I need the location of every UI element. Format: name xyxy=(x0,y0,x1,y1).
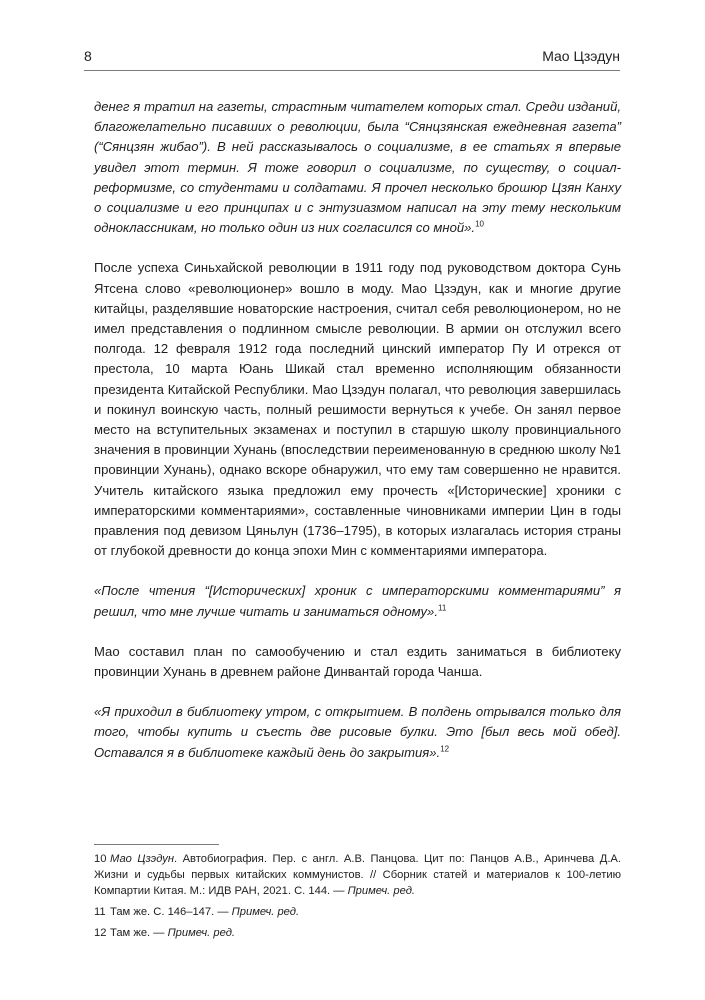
running-title: Мао Цзэдун xyxy=(542,48,620,64)
footnote-text: . Автобиография. Пер. с англ. А.В. Панцова. Цит по: Панцов А.В., Аринчева Д.А. Жизни и судьбы первых китайских коммунистов. // Сборник статей и материалов к 100-летию Компартии Китая. М.: ИДВ РАН, 2021. С. 144. — xyxy=(94,853,622,897)
footnote-editor-note: Примеч. ред. xyxy=(347,885,415,897)
footnote-ref: 11 xyxy=(437,603,447,613)
quote-text: «Я приходил в библиотеку утром, с открытием. В полдень отрывался только для того, чтобы купить и съесть две рисовые булки. Это [был весь мой обед]. Оставался я в библиотеке каждый день до закрытия». xyxy=(94,704,621,760)
footnotes xyxy=(94,844,621,946)
footnote-text: Там же. — xyxy=(110,927,168,939)
page-number: 8 xyxy=(84,48,92,64)
footnote-ref: 10 xyxy=(475,219,484,229)
footnote-number: 10 xyxy=(94,853,107,865)
quote-block xyxy=(94,702,621,763)
footnote-author: Мао Цзэдун xyxy=(110,853,174,865)
footnote-editor-note: Примеч. ред. xyxy=(167,927,236,939)
page-body xyxy=(94,97,621,763)
footnote xyxy=(94,851,621,899)
footnote-text: Там же. С. 146–147. — xyxy=(110,906,232,918)
footnote-number: 11 xyxy=(94,906,106,918)
footnote-number: 12 xyxy=(94,927,107,939)
quote-text: денег я тратил на газеты, страстным читателем которых стал. Среди изданий, благожелательно писавших о революции, была “Сянцзянская ежедневная газета” (“Сянцзян жибао”). В ней рассказывалось о социализме, в ее статьях я впервые увидел этот термин. Я тоже говорил о социализме, по существу, о социал-реформизме, со студентами и солдатами. Я прочел несколько брошюр Цзян Канху о социализме и его принципах и с энтузиазмом написал на эту тему нескольким одноклассникам, но только один из них согласился со мной». xyxy=(94,99,621,236)
footnote xyxy=(94,904,621,920)
footnote-editor-note: Примеч. ред. xyxy=(231,906,300,918)
paragraph: После успеха Синьхайской революции в 1911 году под руководством доктора Сунь Ятсена слово «революционер» вошло в моду. Мао Цзэдун, как и многие другие китайцы, разделявшие новаторские настроения, считал себя революционером, но не имел представления о подлинном смысле революции. В армии он отслужил всего полгода. 12 февраля 1912 года последний цинский император Пу И отрекся от престола, 10 марта Юань Шикай стал временно исполняющим обязанности президента Китайской Республики. Мао Цзэдун полагал, что революция завершилась и покинул воинскую часть, полный решимости вернуться к учебе. Он занял первое место на вступительных экзаменах и поступил в старшую школу провинциального значения в провинции Хунань (впоследствии переименованную в среднюю школу №1 провинции Хунань), однако вскоре обнаружил, что ему там совершенно не нравится. Учитель китайского языка предложил ему прочесть «[Исторические] хроники с императорскими комментариями», составленные чиновниками империи Цин в годы правления под девизом Цяньлун (1736–1795), в которых излагалась история страны от глубокой древности до конца эпохи Мин с комментариями императора. xyxy=(94,260,621,559)
quote-block xyxy=(94,97,621,238)
footnote xyxy=(94,925,621,941)
footnote-ref: 12 xyxy=(440,744,450,754)
quote-block xyxy=(94,581,621,621)
page-header xyxy=(84,46,620,71)
quote-text: «После чтения “[Исторических] хроник с императорскими комментариями” я решил, что мне лучше читать и заниматься одному». xyxy=(94,583,621,619)
footnote-divider xyxy=(94,844,219,845)
paragraph: Мао составил план по самообучению и стал ездить заниматься в библиотеку провинции Хунань в древнем районе Динвантай города Чанша. xyxy=(94,643,621,680)
